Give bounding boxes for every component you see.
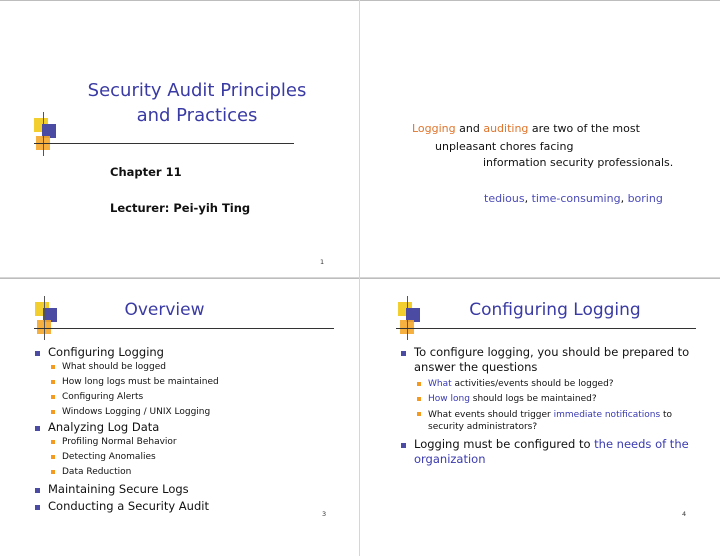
slide-3	[0, 278, 360, 556]
highlight-how-long: How long	[428, 394, 470, 404]
subitem-text: should logs be maintained?	[469, 394, 597, 404]
slide-1	[0, 0, 360, 278]
slide-top-border	[360, 0, 720, 1]
list-item: Maintaining Secure Logs	[34, 482, 219, 497]
bullet-line-1: To configure logging, you should be prepared to	[414, 345, 690, 359]
bullet-line-2: answer the questions	[414, 360, 538, 374]
highlight-organization: organization	[414, 452, 486, 466]
slide-top-border	[0, 0, 359, 1]
highlight-what: What	[428, 379, 452, 389]
logo-squares-icon	[34, 118, 58, 158]
list-subitem: Detecting Anomalies	[34, 450, 219, 465]
list-subitem: Configuring Alerts	[34, 390, 219, 405]
slide-2	[360, 0, 720, 278]
lecturer-label: Lecturer: Pei-yih Ting	[110, 201, 251, 215]
list-item: Analyzing Log Data	[34, 420, 219, 435]
separator: ,	[524, 192, 532, 205]
intro-line-2: unpleasant chores facing	[435, 140, 574, 153]
slide-top-border	[360, 278, 720, 279]
word-tedious: tedious	[484, 192, 525, 205]
title-underline	[396, 328, 696, 329]
adjectives-line	[484, 192, 663, 205]
bullet-text: Logging must be configured to	[414, 437, 595, 451]
slide-title	[62, 78, 332, 128]
list-subitem: Windows Logging / UNIX Logging	[34, 405, 219, 420]
slide-4	[360, 278, 720, 556]
slide-title: Configuring Logging	[469, 300, 641, 320]
word-boring: boring	[627, 192, 663, 205]
text-and: and	[455, 122, 484, 135]
list-subitem	[400, 377, 689, 392]
logging-list	[400, 345, 689, 467]
page-number: 3	[322, 510, 327, 518]
separator: ,	[620, 192, 628, 205]
word-logging: Logging	[412, 122, 456, 135]
list-subitem: Profiling Normal Behavior	[34, 435, 219, 450]
slide-top-border	[0, 278, 359, 279]
subitem-text: activities/events should be logged?	[451, 379, 614, 389]
intro-line-1	[412, 122, 640, 135]
title-underline	[34, 328, 334, 329]
highlight-needs: the needs of the	[594, 437, 689, 451]
list-item	[400, 345, 689, 375]
text-line1-rest: are two of the most	[528, 122, 640, 135]
chapter-label: Chapter 11	[110, 165, 182, 179]
list-subitem: Data Reduction	[34, 465, 219, 480]
list-item: Configuring Logging	[34, 345, 219, 360]
subitem-text: What events should trigger	[428, 410, 554, 420]
highlight-immediate-notifications: immediate notifications	[553, 410, 661, 420]
slide-title: Overview	[124, 300, 205, 320]
list-item	[400, 437, 689, 467]
list-subitem: How long logs must be maintained	[34, 375, 219, 390]
intro-line-3: information security professionals.	[483, 156, 674, 169]
subitem-text: to	[660, 410, 673, 420]
word-auditing: auditing	[483, 122, 529, 135]
title-line-1: Security Audit Principles	[87, 80, 307, 101]
list-item: Conducting a Security Audit	[34, 499, 219, 514]
overview-list	[34, 345, 219, 514]
list-subitem	[400, 407, 689, 433]
subitem-line-2: security administrators?	[428, 422, 538, 432]
list-subitem	[400, 392, 689, 407]
list-subitem: What should be logged	[34, 360, 219, 375]
page-number: 4	[682, 510, 687, 518]
page-number: 1	[320, 258, 325, 266]
word-time-consuming: time-consuming	[531, 192, 621, 205]
title-line-2: and Practices	[136, 105, 258, 126]
title-underline	[34, 143, 294, 144]
